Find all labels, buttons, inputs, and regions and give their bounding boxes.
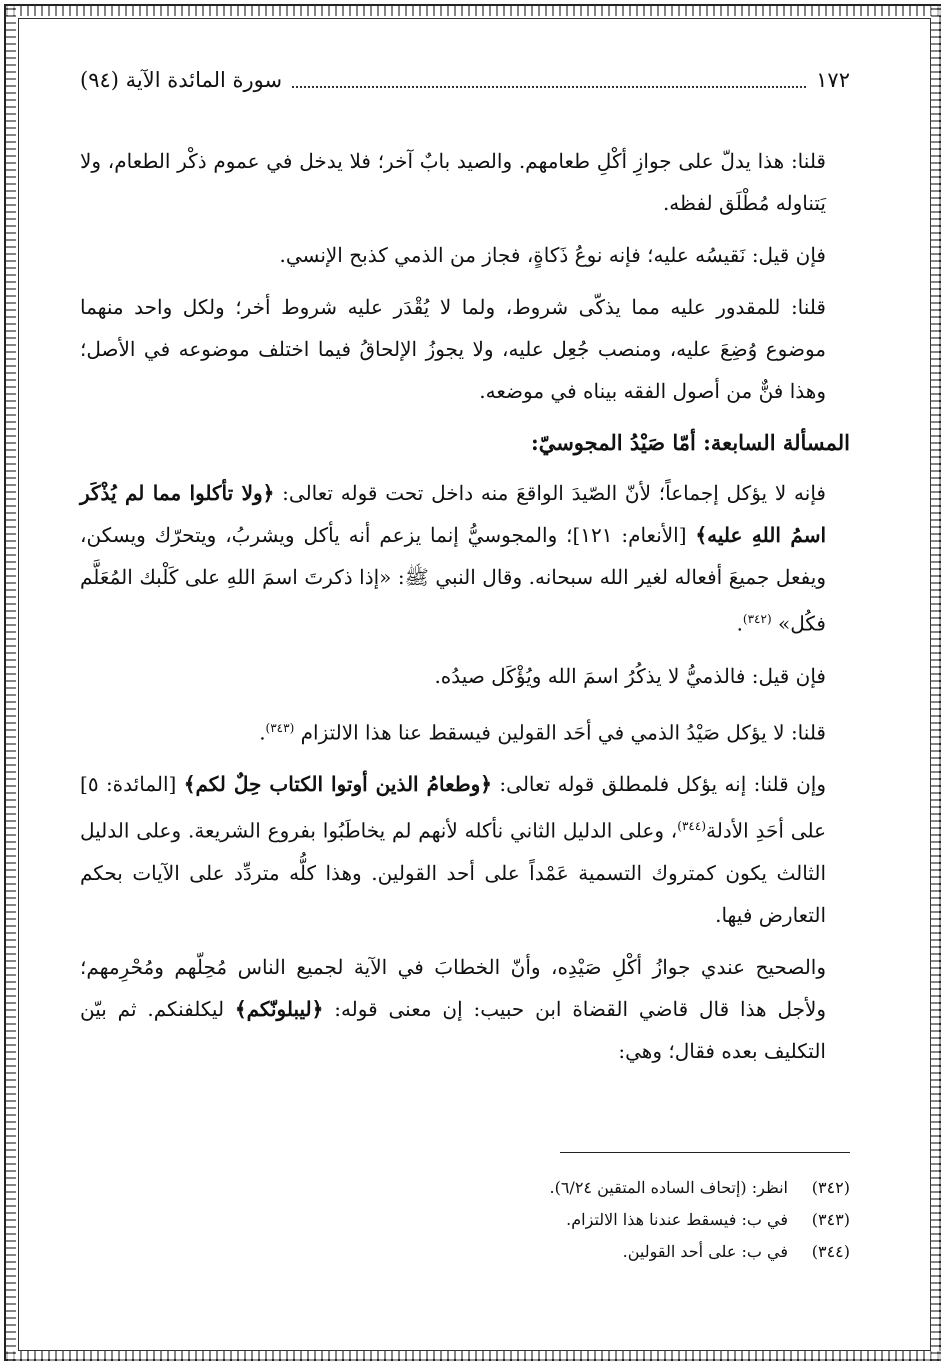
paragraph-end: . <box>259 720 266 745</box>
paragraph <box>80 472 850 645</box>
body-text <box>80 140 850 1072</box>
footnote-reference: (٣٤٢) <box>742 612 772 626</box>
footnote-reference: (٣٤٤) <box>677 819 706 834</box>
footnote-item <box>250 1172 850 1204</box>
paragraph <box>80 946 850 1072</box>
paragraph-text: والصحيح عندي جوازُ أكْلِ صَيْدِه، وأنّ الخطابَ في الآية لجميع الناس مُحِلّهم ومُحْرِمهم؛ ولأجل هذا قال قاضي القضاة ابن حبيب: إن معنى قوله: <box>80 954 827 1021</box>
paragraph-text: فإنه لا يؤكل إجماعاً؛ لأنّ الصّيدَ الواقعَ منه داخل تحت قوله تعالى: <box>282 481 826 505</box>
page-number: ١٧٢ <box>816 68 850 92</box>
quran-verse: ﴿ليبلونّكم﴾ <box>234 996 324 1021</box>
paragraph-text: وإن قلنا: إنه يؤكل فلمطلق قوله تعالى: <box>499 772 827 797</box>
chapter-title: سورة المائدة الآية (٩٤) <box>80 68 283 92</box>
paragraph: قلنا: للمقدور عليه مما يذكّى شروط، ولما لا يُقْدَر عليه شروط أخر؛ ولكل واحد منهما موضوع وُضِعَ عليه، ومنصب جُعِل عليه، ولا يجوزُ الإلحاقُ فيما اختلف موضوعه في الأصل؛ وهذا فنٌّ من أصول الفقه بيناه في موضعه. <box>80 295 826 403</box>
ornamental-border-top <box>6 6 941 16</box>
paragraph: قلنا: هذا يدلّ على جوازِ أكْلِ طعامهم. والصيد بابٌ آخر؛ فلا يدخل في عموم ذكْر الطعام، ولا يَتناوله مُطْلَق لفظه. <box>80 149 826 215</box>
paragraph <box>80 763 850 936</box>
paragraph: فإن قيل: نَقيسُه عليه؛ فإنه نوعُ ذَكاةٍ، فجاز من الذمي كذبح الإنسي. <box>279 243 826 267</box>
quran-verse: ﴿ولا تأكلوا مما لم يُذْكَر اسمُ اللهِ عليه﴾ <box>80 481 827 547</box>
footnote-number: (٣٤٣) <box>811 1210 850 1229</box>
quran-verse: ﴿وطعامُ الذين أوتوا الكتاب حِلٌ لكم﴾ <box>183 772 493 797</box>
footnote-text: انظر: (إتحاف الساده المتقين ٦/٢٤). <box>549 1178 788 1197</box>
section-heading: المسألة السابعة: أمّا صَيْدُ المجوسيّ: <box>530 430 850 455</box>
ornamental-border-right <box>931 6 941 1361</box>
footnote-text: في ب: على أحد القولين. <box>622 1242 788 1261</box>
paragraph-text: ، وعلى الدليل الثاني نأكله لأنهم لم يخاطَبُوا بفروع الشريعة. وعلى الدليل الثالث يكون كمتروك التسمية عَمْداً على أحد القولين. وهذا كلُّه متردِّد على الآيات بحكم التعارض فيها. <box>80 818 826 927</box>
ornamental-border-left <box>6 6 16 1361</box>
footnote-item <box>250 1204 850 1236</box>
footnote-number: (٣٤٢) <box>811 1178 850 1197</box>
footnote-item <box>250 1236 850 1268</box>
paragraph-end: . <box>736 611 743 636</box>
ornamental-border-bottom <box>6 1351 941 1361</box>
footnote-reference: (٣٤٣) <box>265 720 295 735</box>
paragraph-text: [المائدة: ٥] على أحَدِ الأدلة <box>80 772 827 843</box>
footnotes <box>250 1172 850 1268</box>
footnote-separator <box>560 1152 850 1153</box>
page-content <box>80 60 850 1082</box>
header-leader-dots <box>292 72 806 88</box>
footnote-text: في ب: فيسقط عندنا هذا الالتزام. <box>566 1210 788 1229</box>
paragraph-text: ليكلفنكم. ثم بيّن التكليف بعده فقال؛ وهي: <box>80 996 826 1063</box>
running-header <box>80 60 850 100</box>
paragraph: فإن قيل: فالذميُّ لا يذكُرُ اسمَ الله ويُؤْكَل صيدُه. <box>434 663 826 688</box>
footnote-number: (٣٤٤) <box>811 1242 850 1261</box>
paragraph <box>80 707 850 754</box>
paragraph-text: [الأنعام: ١٢١]؛ والمجوسيُّ إنما يزعم أنه يأكل ويشربُ، ويتحرّك ويسكن، ويفعل جميعَ أفعاله لغير الله سبحانه. وقال النبي ﷺ: «إذا ذكرتَ اسمَ اللهِ على كَلْبك المُعَلَّم فكُل» <box>80 523 826 636</box>
paragraph-text: قلنا: لا يؤكل صَيْدُ الذمي في أحَد القولين فيسقط عنا هذا الالتزام <box>300 720 826 745</box>
